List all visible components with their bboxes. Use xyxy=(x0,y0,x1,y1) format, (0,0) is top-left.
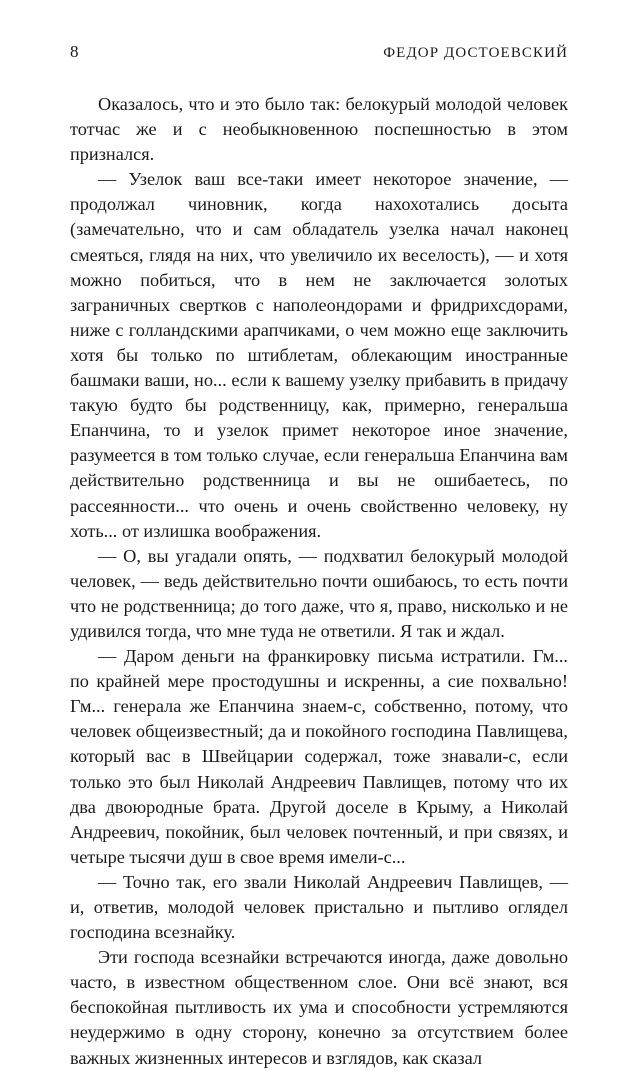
running-head: ФЕДОР ДОСТОЕВСКИЙ xyxy=(383,45,568,61)
page-number: 8 xyxy=(70,42,79,61)
page-header xyxy=(70,42,568,68)
body-text xyxy=(70,92,568,1071)
paragraph: — Точно так, его звали Николай Андреевич Павлищев, — и, ответив, молодой человек пристально и пытливо оглядел господина всезнайку. xyxy=(70,871,568,943)
paragraph: — Узелок ваш все-таки имеет некоторое значение, — продолжал чиновник, когда нахохотались досыта (замечательно, что и сам обладатель узелка начал наконец смеяться, глядя на них, что увеличило их веселость), — и хотя можно побиться, что в нем не заключается золотых заграничных свертков с наполеондорами и фридрихсдорами, ниже с голландскими арапчиками, о чем можно еще заключить хотя бы только по штиблетам, облекающим иностранные башмаки ваши, но... если к вашему узелку прибавить в придачу такую будто бы родственницу, как, примерно, генеральша Епанчина, то и узелок примет некоторое иное значение, разумеется в том только случае, если генеральша Епанчина вам действительно родственница и вы не ошибаетесь, по рассеянности... что очень и очень свойственно человеку, ну хоть... от излишка воображения. xyxy=(70,169,568,541)
paragraph: Эти господа всезнайки встречаются иногда, даже довольно часто, в известном общественном слое. Они всё знают, вся беспокойная пытливость их ума и способности устремляются неудержимо в одну сторону, конечно за отсутствием более важных жизненных интересов и взглядов, как сказал xyxy=(70,947,568,1068)
paragraph: — О, вы угадали опять, — подхватил белокурый молодой человек, — ведь действительно почти ошибаюсь, то есть почти что не родственница; до того даже, что я, право, нисколько и не удивился тогда, что мне туда не ответили. Я так и ждал. xyxy=(70,545,568,641)
book-page xyxy=(70,42,568,1071)
paragraph: — Даром деньги на франкировку письма истратили. Гм... по крайней мере простодушны и искренны, а сие похвально! Гм... генерала же Епанчина знаем-с, собственно, потому, что человек общеизвестный; да и покойного господина Павлищева, который вас в Швейцарии содержал, тоже знавали-с, если только это был Николай Андреевич Павлищев, потому что их два двоюродные брата. Другой доселе в Крыму, а Николай Андреевич, покойник, был человек почтенный, и при связях, и четыре тысячи душ в свое время имели-с... xyxy=(70,646,568,867)
paragraph: Оказалось, что и это было так: белокурый молодой человек тотчас же и с необыкновенною поспешностью в этом признался. xyxy=(70,94,568,165)
